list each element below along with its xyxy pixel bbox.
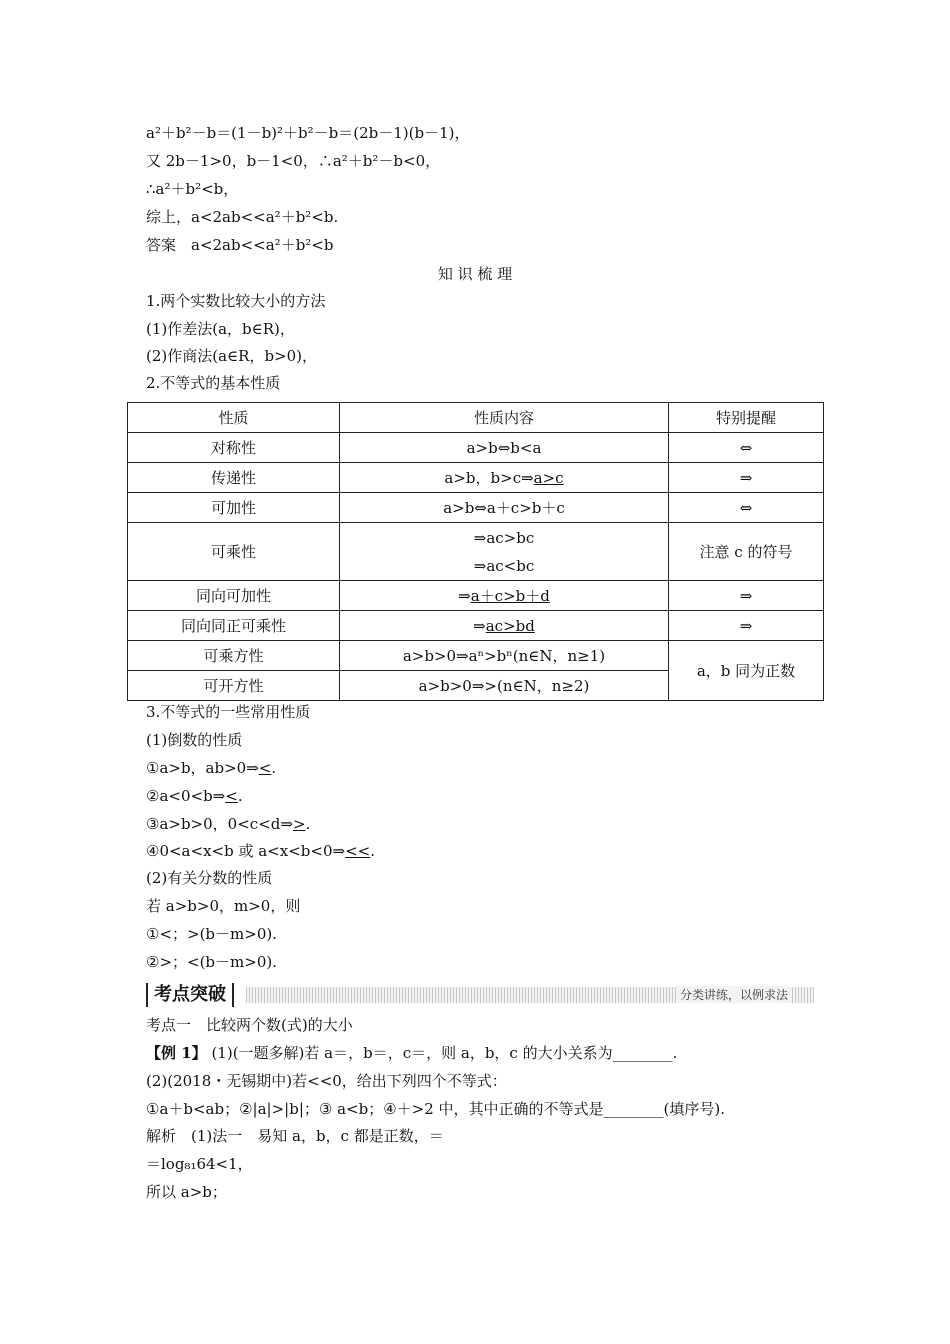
prop-note: ⇒ — [669, 611, 824, 641]
table-header: 性质 — [128, 403, 340, 433]
s3-item — [146, 759, 276, 777]
solution-line-2: ＝log₈₁64<1， — [146, 1155, 253, 1173]
item-text: . — [370, 842, 375, 860]
s3-item — [146, 815, 310, 833]
example-1-part-2: (2)(2018・无锡期中)若<<0，给出下列四个不等式： — [146, 1072, 507, 1090]
example-1-options: ①a＋b<ab；②|a|>|b|；③ a<b；④＋>2 中，其中正确的不等式是________(填序号). — [146, 1100, 726, 1118]
prop-name: 同向可加性 — [128, 581, 340, 611]
item-text: . — [271, 759, 277, 777]
table-row — [128, 523, 824, 581]
prop-note: ⇒ — [669, 463, 824, 493]
prop-name: 传递性 — [128, 463, 340, 493]
table-header-row — [128, 403, 824, 433]
table-row — [128, 433, 824, 463]
property-table — [127, 402, 824, 701]
s3-item — [146, 787, 243, 805]
item-text: ④0<a<x<b 或 a<x<b<0⇒ — [146, 842, 346, 860]
content-blank: ac>bd — [485, 616, 535, 635]
banner-subtitle: 分类讲练，以例求法 — [679, 988, 788, 1002]
section-title: 知 识 梳 理 — [437, 265, 513, 283]
content-blank: a＋c>b＋d — [470, 586, 550, 605]
prop-content — [340, 581, 669, 611]
table-row — [128, 581, 824, 611]
topic-title: 考点一 比较两个数(式)的大小 — [146, 1016, 353, 1034]
prop-note: 注意 c 的符号 — [669, 523, 824, 581]
prop-content — [340, 523, 669, 581]
s3-sub2: (2)有关分数的性质 — [146, 869, 273, 887]
solution-line-1: 解析 (1)法一 易知 a，b，c 都是正数，＝ — [146, 1127, 444, 1145]
item-text: . — [305, 815, 311, 833]
intro-line-2: 又 2b－1>0，b－1<0，∴a²＋b²－b<0， — [146, 152, 441, 170]
s1-title: 1.两个实数比较大小的方法 — [146, 292, 326, 310]
item-text: ①a>b，ab>0⇒ — [146, 759, 259, 777]
item-text: . — [237, 787, 243, 805]
s3-fraction-1: ①<；>(b－m>0). — [146, 925, 277, 943]
content-text: ⇒ — [473, 616, 486, 635]
s3-item — [146, 842, 375, 860]
item-blank: << — [345, 842, 371, 860]
section-banner — [146, 983, 814, 1007]
intro-line-3: ∴a²＋b²<b， — [146, 180, 239, 198]
content-text: ⇒ — [458, 586, 471, 605]
intro-line-1: a²＋b²－b＝(1－b)²＋b²－b＝(2b－1)(b－1)， — [146, 124, 470, 142]
table-header: 性质内容 — [340, 403, 669, 433]
table-header: 特别提醒 — [669, 403, 824, 433]
solution-line-3: 所以 a>b； — [146, 1183, 227, 1201]
prop-name: 可开方性 — [128, 671, 340, 701]
prop-content: a>b⇔b<a — [340, 433, 669, 463]
item-blank: < — [258, 759, 272, 777]
content-line: ⇒ac<bc — [473, 556, 535, 575]
prop-content — [340, 611, 669, 641]
item-blank: > — [292, 815, 306, 833]
content-text: a>b，b>c⇒ — [444, 468, 534, 487]
prop-name: 可加性 — [128, 493, 340, 523]
s1-item-2: (2)作商法(a∈R，b>0)， — [146, 347, 318, 365]
prop-name: 可乘性 — [128, 523, 340, 581]
table-row — [128, 493, 824, 523]
item-text: ③a>b>0，0<c<d⇒ — [146, 815, 293, 833]
s2-title: 2.不等式的基本性质 — [146, 374, 281, 392]
prop-note: a，b 同为正数 — [669, 641, 824, 701]
item-blank: < — [225, 787, 238, 805]
table-row — [128, 611, 824, 641]
example-1-line — [146, 1044, 677, 1062]
content-blank: a>c — [533, 468, 564, 487]
prop-note: ⇒ — [669, 581, 824, 611]
item-text: ②a<0<b⇒ — [146, 787, 226, 805]
content-line: ⇒ac>bc — [473, 528, 535, 547]
prop-name: 对称性 — [128, 433, 340, 463]
table-row — [128, 463, 824, 493]
answer-line: 答案 a<2ab<<a²＋b²<b — [146, 236, 334, 254]
prop-content — [340, 463, 669, 493]
example-text: (1)(一题多解)若 a＝，b＝，c＝，则 a，b，c 的大小关系为________. — [211, 1044, 678, 1062]
s3-sub1: (1)倒数的性质 — [146, 731, 243, 749]
prop-content: a>b>0⇒>(n∈N，n≥2) — [340, 671, 669, 701]
s3-title: 3.不等式的一些常用性质 — [146, 703, 311, 721]
prop-note: ⇔ — [669, 493, 824, 523]
intro-line-4: 综上，a<2ab<<a²＋b²<b. — [146, 208, 339, 226]
prop-name: 同向同正可乘性 — [128, 611, 340, 641]
banner-title: 考点突破 — [146, 983, 234, 1007]
s3-fraction-2: ②>；<(b－m>0). — [146, 953, 277, 971]
prop-content: a>b⇔a＋c>b＋c — [340, 493, 669, 523]
s1-item-1: (1)作差法(a，b∈R)， — [146, 320, 295, 338]
prop-content: a>b>0⇒aⁿ>bⁿ(n∈N，n≥1) — [340, 641, 669, 671]
prop-note: ⇔ — [669, 433, 824, 463]
prop-name: 可乘方性 — [128, 641, 340, 671]
table-row — [128, 641, 824, 671]
example-label: 【例 1】 — [146, 1044, 207, 1062]
s3-condition: 若 a>b>0，m>0，则 — [146, 897, 301, 915]
